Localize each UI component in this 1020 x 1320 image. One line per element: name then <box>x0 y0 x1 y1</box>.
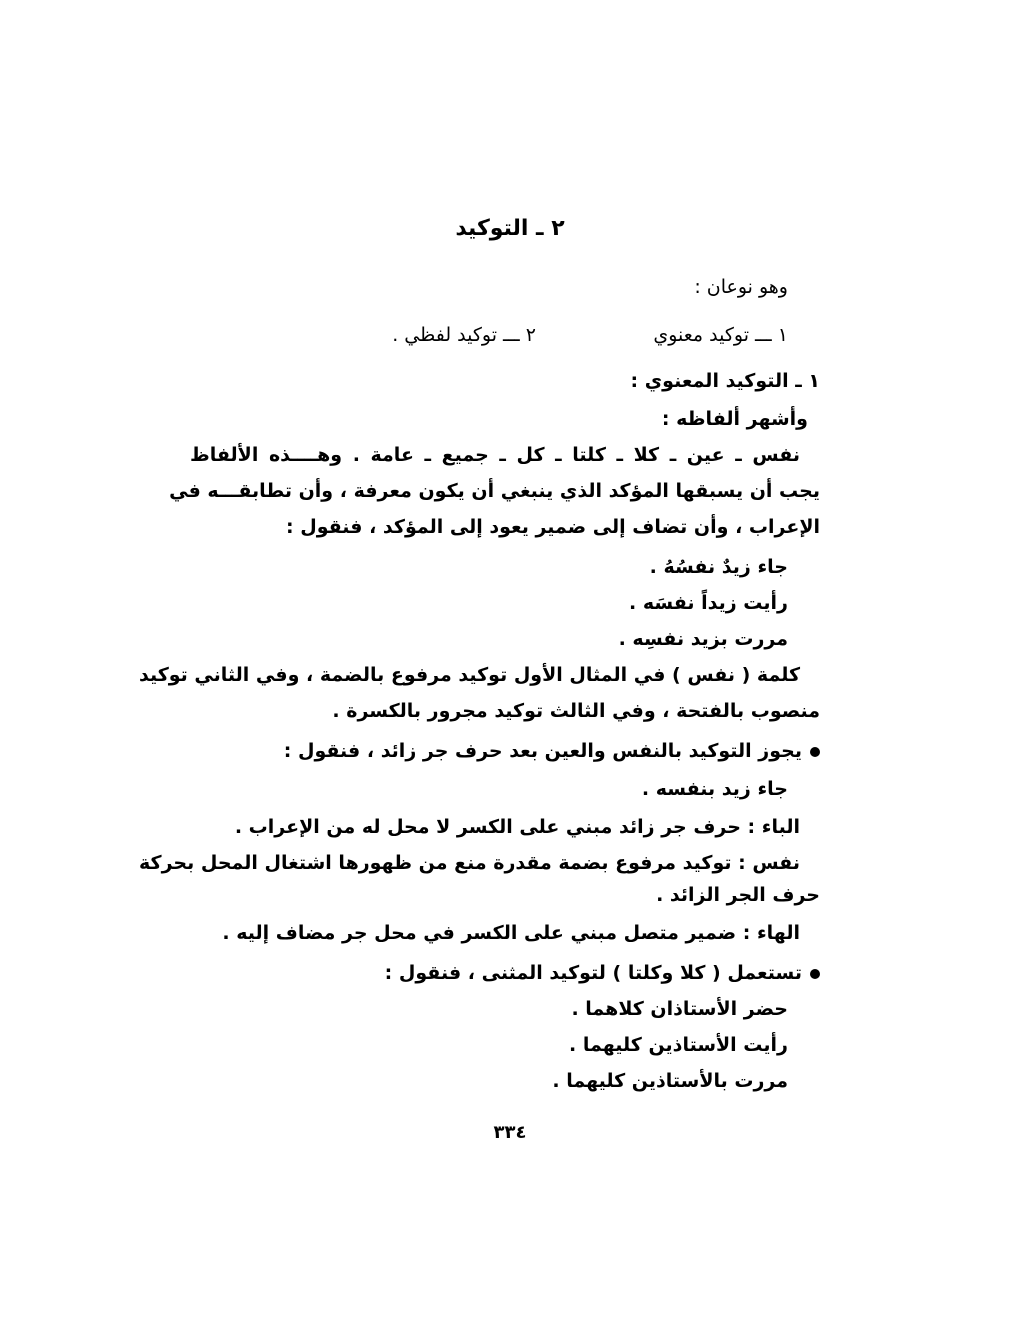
parsing-line: الهاء : ضمير متصل مبني على الكسر في محل جر مضاف إليه . <box>222 922 800 944</box>
paragraph-line: الإعراب ، وأن تضاف إلى ضمير يعود إلى المؤكد ، فنقول : <box>286 516 820 538</box>
parsing-line: حرف الجر الزائد . <box>656 884 820 906</box>
type-2-label: ٢ ـــ توكيد لفظي . <box>392 324 536 346</box>
explanation-line: منصوب بالفتحة ، وفي الثالث توكيد مجرور بالكسرة . <box>332 700 820 722</box>
type-1-label: ١ ـــ توكيد معنوي <box>653 324 788 346</box>
note-2-example: رأيت الأستاذين كليهما . <box>569 1034 788 1056</box>
bullet-icon <box>810 747 820 757</box>
paragraph-line: نفس ـ عين ـ كلا ـ كلتا ـ كل ـ جميع ـ عامة . وهــــذه الألفاظ <box>190 444 800 466</box>
note-1-label: يجوز التوكيد بالنفس والعين بعد حرف جر زائد ، فنقول : <box>283 740 802 762</box>
note-2-text <box>385 958 820 988</box>
page-title: ٢ ـ التوكيد <box>455 216 565 241</box>
note-2-label: تستعمل ( كلا وكلتا ) لتوكيد المثنى ، فنقول : <box>384 962 802 984</box>
words-heading: وأشهر ألفاظه : <box>661 408 808 430</box>
explanation-line: كلمة ( نفس ) في المثال الأول توكيد مرفوع بالضمة ، وفي الثاني توكيد <box>138 664 800 686</box>
example-line: رأيت زيداً نفسَه . <box>629 592 788 614</box>
paragraph-line: يجب أن يسبقها المؤكد الذي ينبغي أن يكون معرفة ، وأن تطابقـــه في <box>169 480 820 502</box>
note-1-text <box>284 736 820 766</box>
example-line: جاء زيدٌ نفسُهُ . <box>649 556 788 578</box>
parsing-line: الباء : حرف جر زائد مبني على الكسر لا محل له من الإعراب . <box>234 816 800 838</box>
note-2-example: حضر الأستاذان كلاهما . <box>571 998 788 1020</box>
types-heading: وهو نوعان : <box>694 276 788 298</box>
example-line: مررت بزيد نفسِه . <box>618 628 788 650</box>
section-heading: ١ ـ التوكيد المعنوي : <box>630 370 820 392</box>
note-1-example: جاء زيد بنفسه . <box>641 778 788 800</box>
parsing-line: نفس : توكيد مرفوع بضمة مقدرة منع من ظهورها اشتغال المحل بحركة <box>139 852 800 874</box>
bullet-icon <box>810 969 820 979</box>
page-number: ٣٣٤ <box>493 1122 527 1143</box>
note-2-example: مررت بالأستاذين كليهما . <box>552 1070 788 1092</box>
